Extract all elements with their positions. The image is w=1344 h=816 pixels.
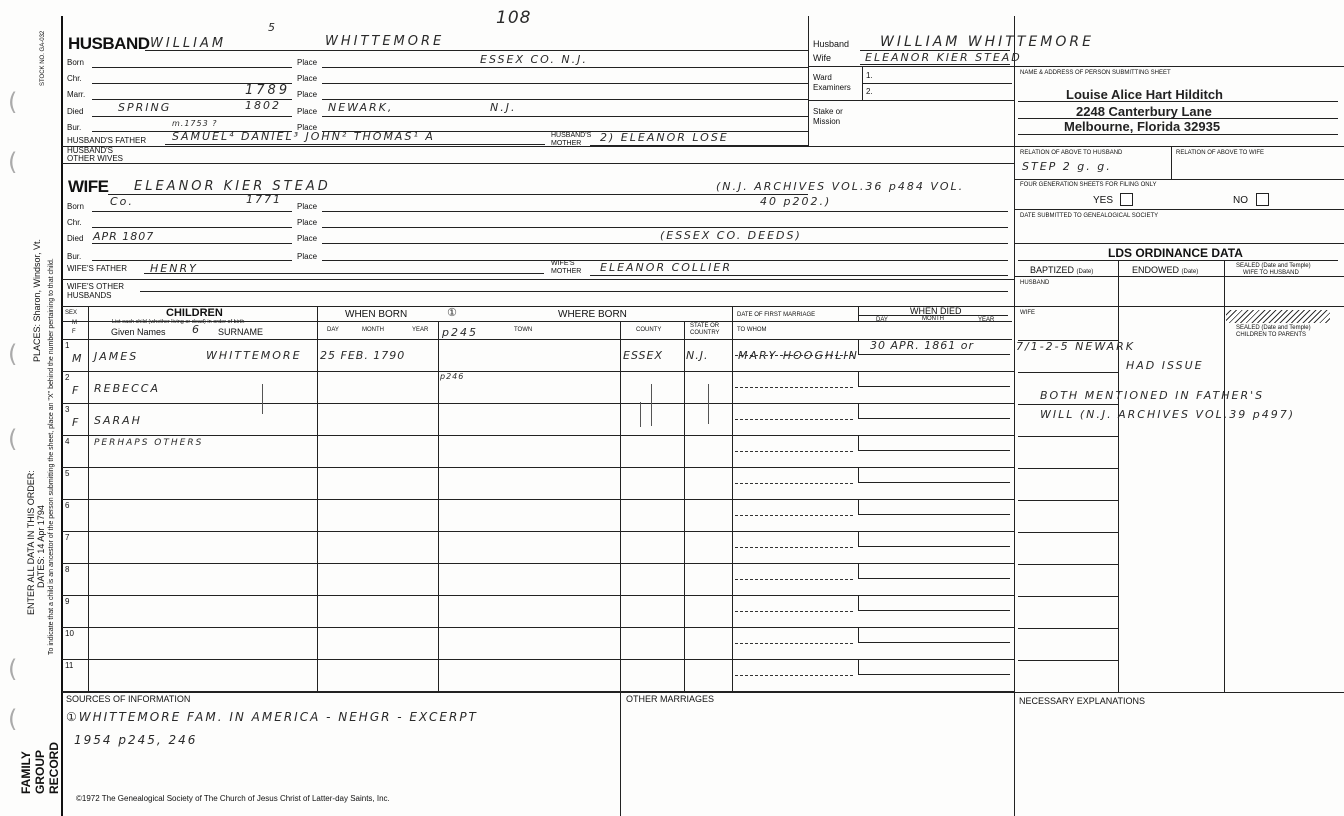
row-number: 11 (65, 661, 74, 670)
enter-data-instruction: ENTER ALL DATA IN THIS ORDER: (26, 470, 36, 615)
lds-row-line (1018, 628, 1118, 629)
form-title-family: FAMILY (19, 751, 33, 794)
right-column-divider (1014, 16, 1015, 816)
died-line (858, 386, 1010, 387)
died-line (858, 642, 1010, 643)
punch-hole-mark: ( (8, 425, 18, 453)
died-tick (858, 660, 859, 675)
row-number: 2 (65, 373, 70, 382)
row-number: 1 (65, 341, 70, 350)
child-died: 30 APR. 1861 or (870, 339, 975, 352)
husband-died-year: 1802 (245, 99, 281, 112)
punch-hole-mark: ( (8, 705, 18, 733)
died-line (858, 450, 1010, 451)
died-line (858, 482, 1010, 483)
wife-archives-note-1: (N.J. ARCHIVES VOL.36 p484 VOL. (716, 180, 965, 193)
ditto-mark (640, 402, 641, 427)
wife-heading: WIFE (68, 177, 109, 196)
husband-section-bottom (62, 163, 1014, 164)
row-divider (62, 371, 1014, 372)
died-tick (858, 404, 859, 419)
sources-label: SOURCES OF INFORMATION (66, 694, 191, 704)
child-note: 7/1-2-5 NEWARK (1016, 340, 1136, 353)
ancestor-instruction: To indicate that a child is an ancestor of the person submitting the sheet, place an "X" behind the number pertaining to that child. (48, 258, 55, 655)
punch-hole-mark: ( (8, 655, 18, 683)
wife-born-a: Co. (110, 195, 134, 208)
row-divider (62, 659, 1014, 660)
when-died-label: WHEN DIED (910, 306, 962, 316)
husband-died-state: N.J. (490, 101, 517, 114)
relation-husband-value: STEP 2 g. g. (1022, 160, 1112, 173)
died-tick (858, 468, 859, 483)
died-tick (858, 372, 859, 387)
submitter-street: 2248 Canterbury Lane (1076, 104, 1212, 119)
sealed-hatched-box (1226, 310, 1330, 323)
wife-archives-note-2: 40 p202.) (760, 195, 832, 208)
lds-husband-row: HUSBAND (1020, 280, 1050, 286)
died-line (858, 674, 1010, 675)
marriage-date-line (735, 483, 853, 484)
husband-born-label: Born (67, 58, 84, 67)
husband-given-name: WILLIAM (150, 36, 227, 51)
marriage-date-line (735, 675, 853, 676)
husband-marriage-date: 1789 (245, 83, 291, 98)
punch-hole-mark: ( (8, 88, 18, 116)
wife-died-date: APR 1807 (93, 230, 155, 243)
died-tick (858, 564, 859, 579)
header-divider (808, 16, 809, 146)
child-sex: M (72, 352, 84, 365)
died-line (858, 578, 1010, 579)
husband-generation: 5 (268, 21, 277, 34)
sealed-children-label: SEALED (Date and Temple) (1236, 325, 1311, 331)
lds-row-line (1018, 404, 1118, 405)
marriage-date-line (735, 387, 853, 388)
wife-name: ELEANOR KIER STEAD (134, 179, 331, 194)
baptized-label: BAPTIZED (Date) (1030, 265, 1094, 275)
lds-row-line (1018, 436, 1118, 437)
no-checkbox[interactable] (1256, 193, 1269, 206)
lds-wife-row: WIFE (1020, 310, 1035, 316)
ditto-mark (708, 384, 709, 424)
lds-title: LDS ORDINANCE DATA (1108, 246, 1243, 260)
died-line (858, 610, 1010, 611)
lds-row-line (1018, 372, 1118, 373)
relation-wife-label: RELATION OF ABOVE TO WIFE (1176, 150, 1265, 156)
died-line (858, 418, 1010, 419)
child-given-name: PERHAPS OTHERS (94, 438, 204, 448)
wife-father-value: HENRY (150, 262, 198, 275)
child-sex: F (72, 384, 81, 397)
died-tick (858, 500, 859, 515)
places-instruction: PLACES: Sharon, Windsor, Vt. (32, 238, 42, 362)
where-born-label: WHERE BORN (558, 309, 627, 320)
row-divider (62, 467, 1014, 468)
row-number: 8 (65, 565, 70, 574)
husband-father-label: HUSBAND'S FATHER (67, 136, 147, 145)
child-given-name: SARAH (94, 414, 142, 427)
punch-hole-mark: ( (8, 148, 18, 176)
child-county: ESSEX (623, 349, 664, 362)
stake-label: Stake or (813, 107, 843, 116)
lds-row-line (1018, 468, 1118, 469)
row-divider (62, 499, 1014, 500)
page-number: 108 (496, 8, 532, 28)
lds-row-line (1018, 596, 1118, 597)
died-tick (858, 596, 859, 611)
child-given-name: REBECCA (94, 382, 160, 395)
died-line (858, 514, 1010, 515)
lds-row-line (1018, 532, 1118, 533)
row-divider (62, 627, 1014, 628)
husband-father-value: SAMUEL⁴ DANIEL³ JOHN² THOMAS¹ A (172, 130, 435, 143)
died-tick (858, 532, 859, 547)
child-given-name: JAMES (94, 350, 139, 363)
row-divider (62, 435, 1014, 436)
form-left-border (61, 16, 63, 816)
sources-top (62, 692, 1344, 693)
row-number: 6 (65, 501, 70, 510)
row-divider (62, 403, 1014, 404)
row-divider (62, 531, 1014, 532)
husband-surname: WHITTEMORE (325, 34, 445, 49)
row-number: 3 (65, 405, 70, 414)
husband-died-place: NEWARK, (328, 101, 394, 114)
died-tick (858, 436, 859, 451)
wife-mother-value: ELEANOR COLLIER (600, 261, 733, 274)
examiners-label: Examiners (813, 83, 851, 92)
lds-row-line (1018, 500, 1118, 501)
ward-label: Ward (813, 73, 832, 82)
ditto-mark (651, 384, 652, 426)
no-label: NO (1233, 195, 1248, 206)
explanations-label: NECESSARY EXPLANATIONS (1019, 696, 1146, 706)
rh-husband-value: WILLIAM WHITTEMORE (880, 34, 1094, 50)
yes-label: YES (1093, 195, 1114, 206)
husband-mother-value: 2) ELEANOR LOSE (600, 131, 729, 144)
row-divider (62, 595, 1014, 596)
wife-born-year: 1771 (246, 193, 282, 206)
marriage-date-line (735, 579, 853, 580)
died-line (858, 354, 1010, 355)
died-line (858, 546, 1010, 547)
row-number: 10 (65, 629, 74, 638)
child-born: 25 FEB. 1790 (320, 349, 406, 362)
marriage-date-line (735, 419, 853, 420)
husband-born-place: ESSEX CO. N.J. (480, 53, 588, 66)
child-spouse: MARY HOOGHLIN (738, 349, 859, 362)
marriage-date-line (735, 643, 853, 644)
yes-checkbox[interactable] (1120, 193, 1133, 206)
marriage-date-line (735, 515, 853, 516)
submitter-name: Louise Alice Hart Hilditch (1066, 87, 1223, 102)
sources-value-2: 1954 p245, 246 (74, 733, 198, 747)
sources-value-1: ①WHITTEMORE FAM. IN AMERICA - NEHGR - EXCERPT (66, 710, 478, 724)
child-town: p246 (440, 372, 465, 381)
both-mentioned-note-1: BOTH MENTIONED IN FATHER'S (1040, 389, 1265, 402)
relation-husband-label: RELATION OF ABOVE TO HUSBAND (1020, 150, 1123, 156)
stock-number: STOCK NO. GA-032 (40, 30, 46, 86)
marriage-date-line (735, 547, 853, 548)
husband-died-season: SPRING (118, 101, 172, 114)
sealed-wife-label: SEALED (Date and Temple) (1236, 263, 1311, 269)
other-marriages-label: OTHER MARRIAGES (626, 694, 715, 704)
copyright-text: ©1972 The Genealogical Society of The Church of Jesus Christ of Latter-day Saints, Inc. (76, 794, 390, 803)
marriage-date-line (735, 611, 853, 612)
row-number: 9 (65, 597, 70, 606)
lds-row-line (1018, 660, 1118, 661)
sex-label: SEX (65, 310, 78, 316)
child-surname: WHITTEMORE (206, 349, 302, 362)
dates-instruction: DATES: 14 Apr 1794 (36, 505, 46, 588)
endowed-label: ENDOWED (Date) (1132, 265, 1199, 275)
first-marriage-label: DATE OF FIRST MARRIAGE (737, 312, 816, 318)
when-born-label: WHEN BORN (345, 309, 408, 320)
submitter-label: NAME & ADDRESS OF PERSON SUBMITTING SHEET (1020, 70, 1171, 76)
lds-row-line (1018, 564, 1118, 565)
row-number: 7 (65, 533, 70, 542)
row-divider (62, 563, 1014, 564)
submitter-city: Melbourne, Florida 32935 (1064, 119, 1221, 134)
child-state: N.J. (686, 349, 709, 362)
both-mentioned-note-2: WILL (N.J. ARCHIVES VOL.39 p497) (1040, 408, 1296, 421)
died-tick (858, 628, 859, 643)
rh-husband-label: Husband (813, 39, 850, 49)
date-submitted-label: DATE SUBMITTED TO GENEALOGICAL SOCIETY (1020, 213, 1159, 219)
husband-heading: HUSBAND (68, 34, 150, 53)
row-number: 4 (65, 437, 70, 446)
form-title-group: GROUP (33, 749, 47, 794)
had-issue-note: HAD ISSUE (1126, 359, 1204, 372)
rh-wife-label: Wife (813, 53, 831, 63)
child-sex: F (72, 416, 81, 429)
husband-bur-note: m.1753 ? (172, 119, 218, 128)
form-title-record: RECORD (47, 741, 61, 794)
marriage-date-line (735, 451, 853, 452)
wife-deeds-note: (ESSEX CO. DEEDS) (660, 229, 802, 242)
four-gen-label: FOUR GENERATION SHEETS FOR FILING ONLY (1020, 182, 1157, 188)
row-number: 5 (65, 469, 70, 478)
punch-hole-mark: ( (8, 340, 18, 368)
row-divider (62, 691, 1014, 692)
children-title: CHILDREN (166, 307, 223, 319)
rh-wife-value: ELEANOR KIER STEAD (865, 51, 1022, 64)
ditto-mark (262, 384, 263, 414)
